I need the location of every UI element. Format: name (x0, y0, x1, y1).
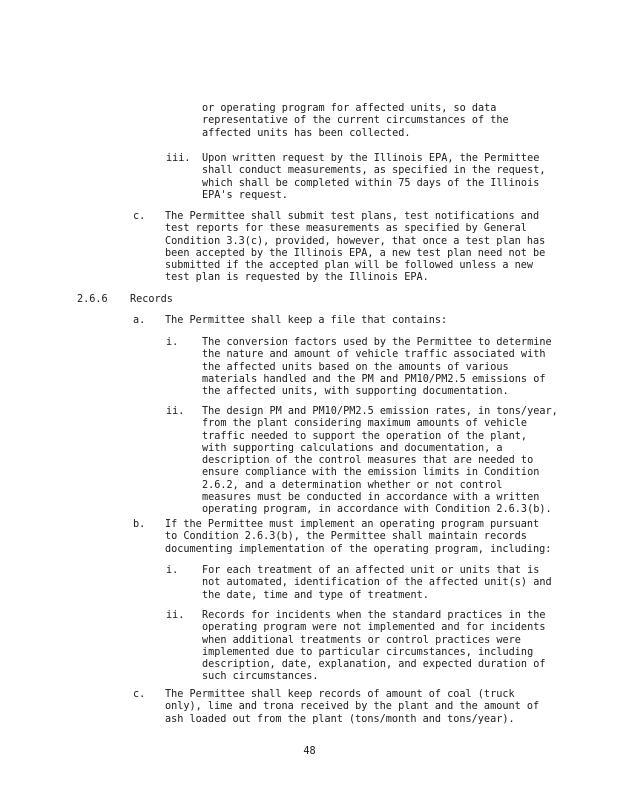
text-line: the nature and amount of vehicle traffic associated with (202, 349, 546, 361)
text-line: For each treatment of an affected unit or units that is (202, 565, 540, 576)
text-line: materials handled and the PM and PM10/PM2.5 emissions of (202, 373, 546, 385)
list-marker-iii: iii. (166, 153, 191, 164)
text-line: or operating program for affected units, so data (202, 103, 497, 114)
text-line: test reports for these measurements as specified by General (165, 223, 527, 235)
text-line: traffic needed to support the operation of the plant, (202, 430, 528, 442)
text-line: description, date, explanation, and expected duration of (202, 659, 546, 671)
section-title: Records (130, 294, 173, 305)
text-line: The conversion factors used by the Permittee to determine (202, 337, 552, 348)
paragraph-records-c (165, 689, 539, 726)
paragraph-iii (202, 153, 545, 202)
text-line: implemented due to particular circumstances, including (202, 646, 534, 658)
paragraph-records-a-i (202, 337, 552, 398)
text-line: not automated, identification of the affected unit(s) and (202, 577, 552, 589)
text-line: representative of the current circumstances of the (202, 115, 509, 127)
paragraph-records-a-ii (202, 406, 558, 517)
text-line: operating program were not implemented and for incidents (202, 622, 546, 634)
text-line: Upon written request by the Illinois EPA, the Permittee (202, 153, 540, 164)
text-line: which shall be completed within 75 days of the Illinois (202, 177, 540, 189)
list-marker-records-c: c. (133, 689, 146, 700)
text-line: to Condition 2.6.3(b), the Permittee shall maintain records (165, 531, 527, 543)
text-line: description of the control measures that are needed to (202, 455, 534, 467)
text-line: EPA's request. (202, 189, 288, 201)
text-line: 2.6.2, and a determination whether or not control (202, 479, 503, 491)
text-line: The Permittee shall keep a file that contains: (165, 315, 448, 326)
text-line: submitted if the accepted plan will be followed unless a new (165, 260, 534, 272)
text-line: operating program, in accordance with Condition 2.6.3(b). (202, 504, 552, 516)
section-number: 2.6.6 (77, 294, 108, 305)
text-line: The design PM and PM10/PM2.5 emission rates, in tons/year, (202, 406, 558, 417)
text-line: such circumstances. (202, 671, 319, 683)
list-marker-b-i: i. (166, 565, 179, 576)
text-line: ash loaded out from the plant (tons/month and tons/year). (165, 713, 515, 725)
text-line: the affected units, with supporting documentation. (202, 386, 509, 398)
paragraph-records-b-ii (202, 610, 545, 684)
text-line: been accepted by the Illinois EPA, a new test plan need not be (165, 247, 546, 259)
paragraph-records-b-i (202, 565, 552, 602)
list-marker-a: a. (133, 315, 146, 326)
continued-paragraph (202, 103, 509, 140)
text-line: The Permittee shall submit test plans, test notifications and (165, 211, 540, 222)
paragraph-records-a (165, 315, 447, 327)
paragraph-c-test-plans (165, 211, 545, 285)
text-line: the date, time and type of treatment. (202, 589, 429, 601)
text-line: affected units has been collected. (202, 127, 411, 139)
paragraph-records-b (165, 519, 551, 556)
list-marker-a-i: i. (166, 337, 179, 348)
list-marker-a-ii: ii. (166, 406, 185, 417)
page-number: 48 (303, 746, 316, 757)
text-line: The Permittee shall keep records of amount of coal (truck (165, 689, 515, 700)
text-line: Records for incidents when the standard practices in the (202, 610, 546, 621)
text-line: when additional treatments or control practices were (202, 634, 521, 646)
list-marker-b-ii: ii. (166, 610, 185, 621)
text-line: with supporting calculations and documentation, a (202, 442, 503, 454)
text-line: measures must be conducted in accordance with a written (202, 492, 540, 504)
text-line: only), lime and trona received by the plant and the amount of (165, 701, 540, 713)
text-line: from the plant considering maximum amounts of vehicle (202, 418, 528, 430)
text-line: If the Permittee must implement an operating program pursuant (165, 519, 540, 530)
text-line: shall conduct measurements, as specified in the request, (202, 165, 546, 177)
text-line: the affected units based on the amounts of various (202, 361, 509, 373)
text-line: Condition 3.3(c), provided, however, that once a test plan has (165, 235, 546, 247)
text-line: documenting implementation of the operating program, including: (165, 543, 552, 555)
list-marker-c: c. (133, 211, 146, 222)
text-line: ensure compliance with the emission limits in Condition (202, 467, 540, 479)
text-line: test plan is requested by the Illinois EPA. (165, 272, 429, 284)
list-marker-b: b. (133, 519, 146, 530)
